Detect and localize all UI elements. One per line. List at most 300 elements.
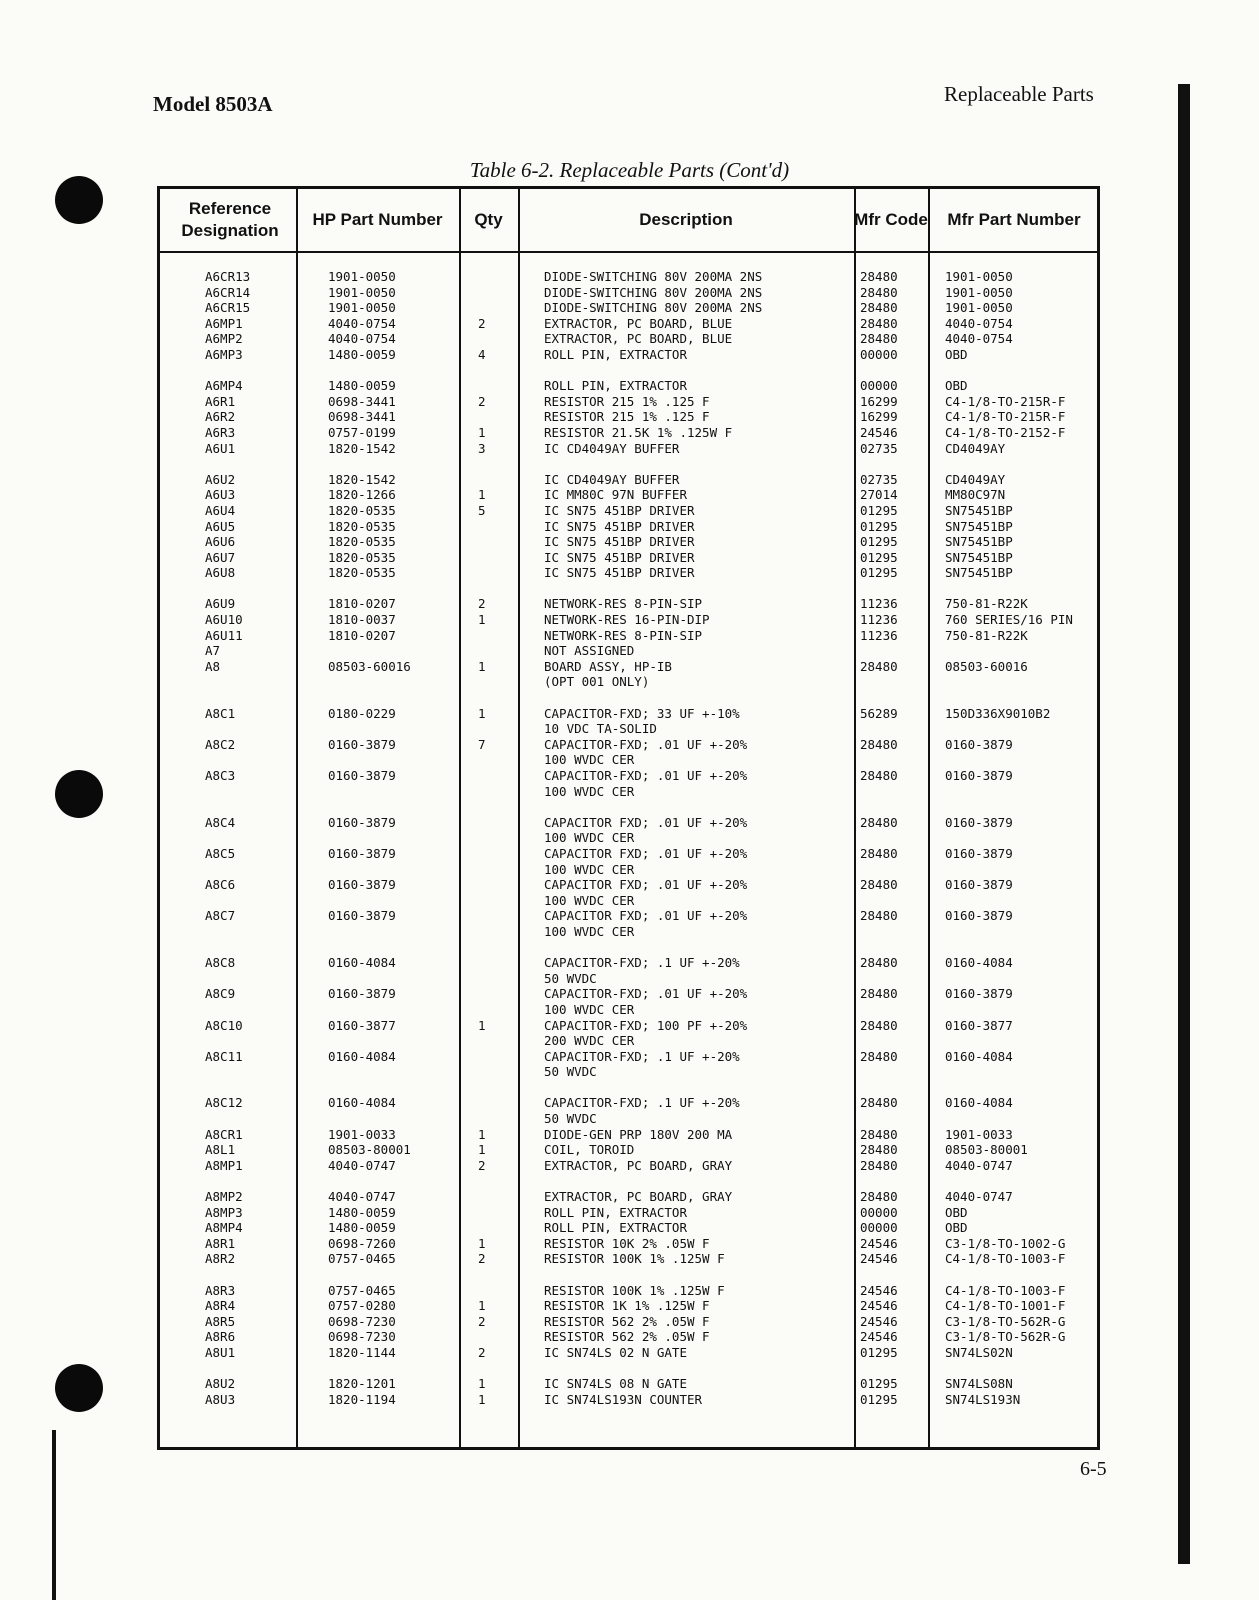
cell-reference: A8U1 <box>205 1344 236 1360</box>
cell-hp-part-number: 1820-1542 <box>328 440 396 456</box>
cell-reference: A8C1 <box>205 705 236 721</box>
table-row <box>160 768 1103 784</box>
table-row <box>160 784 1103 800</box>
cell-qty: 1 <box>478 1017 486 1033</box>
cell-description: 100 WVDC CER <box>544 783 635 799</box>
cell-hp-part-number: 0757-0280 <box>328 1298 396 1314</box>
row-spacer <box>160 456 1103 472</box>
row-spacer <box>160 1173 1103 1189</box>
cell-hp-part-number: 1820-0535 <box>328 518 396 534</box>
cell-mfr-part-number: C4-1/8-TO-1003-F <box>945 1251 1066 1267</box>
cell-qty: 1 <box>478 612 486 628</box>
cell-hp-part-number: 0160-4084 <box>328 1048 396 1064</box>
cell-description: CAPACITOR-FXD; 100 PF +-20% <box>544 1017 748 1033</box>
cell-description: IC SN75 451BP DRIVER <box>544 534 695 550</box>
cell-reference: A6U1 <box>205 440 236 456</box>
table-row <box>160 534 1103 550</box>
cell-hp-part-number: 1820-0535 <box>328 502 396 518</box>
table-row <box>160 643 1103 659</box>
cell-description: ROLL PIN, EXTRACTOR <box>544 346 687 362</box>
table-row <box>160 659 1103 675</box>
cell-description: BOARD ASSY, HP-IB <box>544 658 672 674</box>
cell-hp-part-number: 1820-1542 <box>328 471 396 487</box>
section-header: Replaceable Parts <box>944 82 1094 106</box>
cell-description: DIODE-SWITCHING 80V 200MA 2NS <box>544 300 763 316</box>
cell-mfr-part-number: 4040-0747 <box>945 1157 1013 1173</box>
cell-mfr-part-number: 0160-4084 <box>945 955 1013 971</box>
cell-description: 100 WVDC CER <box>544 752 635 768</box>
cell-description: CAPACITOR-FXD; .01 UF +-20% <box>544 986 748 1002</box>
cell-description: 100 WVDC CER <box>544 830 635 846</box>
cell-hp-part-number: 0160-3879 <box>328 736 396 752</box>
cell-reference: A6CR14 <box>205 284 251 300</box>
cell-hp-part-number: 0160-3877 <box>328 1017 396 1033</box>
cell-hp-part-number: 0698-3441 <box>328 393 396 409</box>
cell-hp-part-number: 1820-1266 <box>328 487 396 503</box>
cell-description: RESISTOR 1K 1% .125W F <box>544 1298 710 1314</box>
cell-qty: 1 <box>478 424 486 440</box>
cell-mfr-part-number: 0160-4084 <box>945 1048 1013 1064</box>
cell-description: RESISTOR 10K 2% .05W F <box>544 1235 710 1251</box>
cell-hp-part-number: 0160-4084 <box>328 955 396 971</box>
table-body <box>160 269 1103 1407</box>
cell-mfr-part-number: 08503-80001 <box>945 1142 1028 1158</box>
row-spacer <box>160 363 1103 379</box>
cell-mfr-part-number: SN75451BP <box>945 565 1013 581</box>
cell-qty: 1 <box>478 1126 486 1142</box>
row-spacer <box>160 1361 1103 1377</box>
cell-hp-part-number: 1901-0050 <box>328 300 396 316</box>
table-row <box>160 1345 1103 1361</box>
cell-reference: A6MP2 <box>205 331 243 347</box>
cell-reference: A6U5 <box>205 518 236 534</box>
cell-reference: A8MP4 <box>205 1220 243 1236</box>
table-row <box>160 1158 1103 1174</box>
cell-reference: A6U11 <box>205 627 243 643</box>
cell-mfr-part-number: C3-1/8-TO-562R-G <box>945 1313 1066 1329</box>
cell-reference: A8C6 <box>205 877 236 893</box>
cell-description: EXTRACTOR, PC BOARD, GRAY <box>544 1157 733 1173</box>
cell-hp-part-number: 0757-0465 <box>328 1251 396 1267</box>
cell-description: IC SN75 451BP DRIVER <box>544 549 695 565</box>
cell-description: IC SN75 451BP DRIVER <box>544 565 695 581</box>
cell-mfr-code: 24546 <box>860 1313 898 1329</box>
table-row <box>160 1283 1103 1299</box>
cell-description: (OPT 001 ONLY) <box>544 674 650 690</box>
cell-reference: A8C2 <box>205 736 236 752</box>
table-row <box>160 596 1103 612</box>
cell-mfr-code: 24546 <box>860 1329 898 1345</box>
cell-qty: 1 <box>478 1376 486 1392</box>
cell-description: CAPACITOR-FXD; .1 UF +-20% <box>544 1048 740 1064</box>
cell-description: 50 WVDC <box>544 1064 597 1080</box>
cell-hp-part-number: 1810-0207 <box>328 627 396 643</box>
cell-hp-part-number: 0757-0199 <box>328 424 396 440</box>
cell-mfr-code: 28480 <box>860 1095 898 1111</box>
cell-qty: 3 <box>478 440 486 456</box>
cell-mfr-code: 24546 <box>860 1298 898 1314</box>
cell-description: IC SN74LS 02 N GATE <box>544 1344 687 1360</box>
cell-mfr-code: 24546 <box>860 1251 898 1267</box>
cell-description: COIL, TOROID <box>544 1142 635 1158</box>
cell-qty: 2 <box>478 393 486 409</box>
cell-mfr-part-number: 4040-0754 <box>945 315 1013 331</box>
cell-reference: A8U2 <box>205 1376 236 1392</box>
cell-mfr-code: 11236 <box>860 612 898 628</box>
table-row <box>160 1205 1103 1221</box>
cell-reference: A8C11 <box>205 1048 243 1064</box>
cell-reference: A6U2 <box>205 471 236 487</box>
cell-description: IC CD4049AY BUFFER <box>544 440 680 456</box>
cell-reference: A6R2 <box>205 409 236 425</box>
cell-description: 50 WVDC <box>544 1111 597 1127</box>
cell-hp-part-number: 1480-0059 <box>328 1220 396 1236</box>
cell-mfr-code: 01295 <box>860 1376 898 1392</box>
cell-description: 100 WVDC CER <box>544 1001 635 1017</box>
cell-mfr-code: 00000 <box>860 1204 898 1220</box>
cell-qty: 2 <box>478 1313 486 1329</box>
cell-description: RESISTOR 100K 1% .125W F <box>544 1282 725 1298</box>
cell-description: IC SN74LS 08 N GATE <box>544 1376 687 1392</box>
cell-mfr-part-number: OBD <box>945 346 968 362</box>
cell-mfr-part-number: C4-1/8-TO-2152-F <box>945 424 1066 440</box>
cell-mfr-code: 01295 <box>860 534 898 550</box>
table-row <box>160 1033 1103 1049</box>
col-header-description: Description <box>639 210 733 229</box>
cell-description: IC MM80C 97N BUFFER <box>544 487 687 503</box>
table-row <box>160 269 1103 285</box>
cell-mfr-part-number: 0160-3879 <box>945 908 1013 924</box>
table-row <box>160 565 1103 581</box>
table-row <box>160 815 1103 831</box>
row-spacer <box>160 581 1103 597</box>
cell-mfr-code: 02735 <box>860 471 898 487</box>
table-row <box>160 1142 1103 1158</box>
table-row <box>160 846 1103 862</box>
cell-description: EXTRACTOR, PC BOARD, BLUE <box>544 331 733 347</box>
table-row <box>160 1376 1103 1392</box>
col-header-mfr-code: Mfr Code <box>854 210 928 229</box>
cell-reference: A8R2 <box>205 1251 236 1267</box>
table-row <box>160 862 1103 878</box>
cell-mfr-part-number: SN75451BP <box>945 534 1013 550</box>
cell-description: CAPACITOR-FXD; .1 UF +-20% <box>544 1095 740 1111</box>
cell-mfr-part-number: 0160-3879 <box>945 986 1013 1002</box>
cell-qty: 2 <box>478 596 486 612</box>
cell-mfr-code: 24546 <box>860 424 898 440</box>
cell-description: CAPACITOR FXD; .01 UF +-20% <box>544 845 748 861</box>
cell-qty: 2 <box>478 1157 486 1173</box>
cell-mfr-code: 00000 <box>860 1220 898 1236</box>
table-row <box>160 877 1103 893</box>
table-title: Table 6-2. Replaceable Parts (Cont'd) <box>469 158 790 182</box>
cell-reference: A6CR13 <box>205 269 251 284</box>
cell-mfr-code: 28480 <box>860 986 898 1002</box>
cell-description: EXTRACTOR, PC BOARD, GRAY <box>544 1189 733 1205</box>
cell-mfr-part-number: C4-1/8-TO-1003-F <box>945 1282 1066 1298</box>
cell-hp-part-number: 08503-80001 <box>328 1142 411 1158</box>
cell-mfr-part-number: 760 SERIES/16 PIN <box>945 612 1073 628</box>
cell-description: EXTRACTOR, PC BOARD, BLUE <box>544 315 733 331</box>
row-spacer <box>160 690 1103 706</box>
cell-description: ROLL PIN, EXTRACTOR <box>544 378 687 394</box>
cell-hp-part-number: 1480-0059 <box>328 378 396 394</box>
cell-mfr-code: 28480 <box>860 736 898 752</box>
cell-qty: 1 <box>478 705 486 721</box>
table-row <box>160 674 1103 690</box>
cell-hp-part-number: 0698-7230 <box>328 1329 396 1345</box>
cell-mfr-part-number: 1901-0050 <box>945 269 1013 284</box>
cell-reference: A6U6 <box>205 534 236 550</box>
cell-qty: 7 <box>478 736 486 752</box>
cell-reference: A8U3 <box>205 1391 236 1407</box>
cell-qty: 1 <box>478 1298 486 1314</box>
cell-mfr-code: 24546 <box>860 1235 898 1251</box>
cell-mfr-code: 00000 <box>860 378 898 394</box>
cell-mfr-code: 01295 <box>860 1391 898 1407</box>
cell-mfr-part-number: 750-81-R22K <box>945 596 1028 612</box>
parts-table <box>157 186 1100 1450</box>
cell-mfr-code: 11236 <box>860 627 898 643</box>
cell-hp-part-number: 1820-1201 <box>328 1376 396 1392</box>
cell-reference: A8C5 <box>205 845 236 861</box>
table-row <box>160 971 1103 987</box>
cell-mfr-part-number: 4040-0747 <box>945 1189 1013 1205</box>
table-row <box>160 1127 1103 1143</box>
cell-qty: 2 <box>478 315 486 331</box>
cell-hp-part-number: 1810-0207 <box>328 596 396 612</box>
cell-qty: 1 <box>478 1391 486 1407</box>
cell-mfr-part-number: 0160-3877 <box>945 1017 1013 1033</box>
cell-mfr-part-number: OBD <box>945 1204 968 1220</box>
table-row <box>160 955 1103 971</box>
cell-mfr-code: 28480 <box>860 1126 898 1142</box>
cell-description: CAPACITOR-FXD; .01 UF +-20% <box>544 768 748 783</box>
cell-mfr-code: 28480 <box>860 284 898 300</box>
cell-mfr-part-number: SN74LS193N <box>945 1391 1021 1407</box>
cell-mfr-part-number: 750-81-R22K <box>945 627 1028 643</box>
cell-mfr-part-number: 0160-3879 <box>945 845 1013 861</box>
cell-reference: A8MP1 <box>205 1157 243 1173</box>
cell-reference: A6U7 <box>205 549 236 565</box>
cell-description: DIODE-SWITCHING 80V 200MA 2NS <box>544 284 763 300</box>
cell-reference: A8C9 <box>205 986 236 1002</box>
cell-mfr-code: 28480 <box>860 1189 898 1205</box>
cell-qty: 2 <box>478 1344 486 1360</box>
cell-mfr-part-number: 0160-3879 <box>945 768 1013 783</box>
cell-description: RESISTOR 21.5K 1% .125W F <box>544 424 733 440</box>
cell-reference: A8L1 <box>205 1142 236 1158</box>
model-header: Model 8503A <box>153 92 273 116</box>
table-row <box>160 503 1103 519</box>
cell-reference: A6MP1 <box>205 315 243 331</box>
row-spacer <box>160 1267 1103 1283</box>
cell-mfr-part-number: 4040-0754 <box>945 331 1013 347</box>
cell-mfr-part-number: MM80C97N <box>945 487 1006 503</box>
cell-hp-part-number: 0757-0465 <box>328 1282 396 1298</box>
cell-reference: A8 <box>205 658 221 674</box>
cell-mfr-part-number: 150D336X9010B2 <box>945 705 1051 721</box>
table-row <box>160 378 1103 394</box>
cell-hp-part-number: 0160-4084 <box>328 1095 396 1111</box>
cell-qty: 2 <box>478 1251 486 1267</box>
cell-reference: A6U3 <box>205 487 236 503</box>
cell-mfr-code: 28480 <box>860 955 898 971</box>
cell-mfr-code: 28480 <box>860 315 898 331</box>
cell-qty: 1 <box>478 487 486 503</box>
col-header-hp-part-number: HP Part Number <box>312 210 443 229</box>
cell-mfr-code: 28480 <box>860 1142 898 1158</box>
page-number: 6-5 <box>1080 1458 1107 1480</box>
cell-mfr-code: 28480 <box>860 877 898 893</box>
cell-hp-part-number: 0160-3879 <box>328 877 396 893</box>
cell-mfr-code: 24546 <box>860 1282 898 1298</box>
cell-description: DIODE-GEN PRP 180V 200 MA <box>544 1126 733 1142</box>
table-row <box>160 1049 1103 1065</box>
table-row <box>160 1314 1103 1330</box>
table-row <box>160 1064 1103 1080</box>
cell-reference: A6U9 <box>205 596 236 612</box>
cell-description: ROLL PIN, EXTRACTOR <box>544 1204 687 1220</box>
cell-hp-part-number: 0160-3879 <box>328 768 396 783</box>
table-row <box>160 487 1103 503</box>
cell-reference: A6R3 <box>205 424 236 440</box>
table-row <box>160 1251 1103 1267</box>
cell-hp-part-number: 1480-0059 <box>328 346 396 362</box>
cell-hp-part-number: 0698-7260 <box>328 1235 396 1251</box>
table-row <box>160 409 1103 425</box>
cell-mfr-part-number: 0160-4084 <box>945 1095 1013 1111</box>
cell-hp-part-number: 08503-60016 <box>328 658 411 674</box>
cell-mfr-code: 01295 <box>860 549 898 565</box>
cell-description: 200 WVDC CER <box>544 1033 635 1049</box>
page-edge-bar <box>1178 84 1190 1564</box>
table-row <box>160 986 1103 1002</box>
cell-mfr-code: 28480 <box>860 1048 898 1064</box>
cell-hp-part-number: 0698-3441 <box>328 409 396 425</box>
cell-qty: 1 <box>478 1235 486 1251</box>
cell-reference: A8MP2 <box>205 1189 243 1205</box>
table-row <box>160 706 1103 722</box>
row-spacer <box>160 1080 1103 1096</box>
cell-hp-part-number: 0160-3879 <box>328 845 396 861</box>
cell-description: RESISTOR 562 2% .05W F <box>544 1313 710 1329</box>
cell-mfr-code: 00000 <box>860 346 898 362</box>
cell-reference: A7 <box>205 643 221 659</box>
table-row <box>160 924 1103 940</box>
binder-hole-top <box>55 176 103 224</box>
cell-mfr-code: 28480 <box>860 1157 898 1173</box>
cell-reference: A8R1 <box>205 1235 236 1251</box>
cell-description: NETWORK-RES 8-PIN-SIP <box>544 627 703 643</box>
cell-mfr-code: 56289 <box>860 705 898 721</box>
table-row <box>160 830 1103 846</box>
cell-reference: A6MP3 <box>205 346 243 362</box>
cell-hp-part-number: 1820-0535 <box>328 549 396 565</box>
cell-description: CAPACITOR FXD; .01 UF +-20% <box>544 908 748 924</box>
cell-description: RESISTOR 562 2% .05W F <box>544 1329 710 1345</box>
table-row <box>160 441 1103 457</box>
cell-mfr-code: 16299 <box>860 393 898 409</box>
cell-mfr-part-number: 08503-60016 <box>945 658 1028 674</box>
cell-mfr-code: 28480 <box>860 908 898 924</box>
cell-mfr-part-number: C4-1/8-TO-215R-F <box>945 393 1066 409</box>
table-row <box>160 1236 1103 1252</box>
cell-mfr-code: 28480 <box>860 658 898 674</box>
cell-mfr-part-number: C3-1/8-TO-562R-G <box>945 1329 1066 1345</box>
table-row <box>160 347 1103 363</box>
cell-description: RESISTOR 215 1% .125 F <box>544 393 710 409</box>
cell-reference: A6CR15 <box>205 300 251 316</box>
table-row <box>160 1392 1103 1408</box>
table-row <box>160 550 1103 566</box>
cell-description: IC SN75 451BP DRIVER <box>544 502 695 518</box>
cell-reference: A6MP4 <box>205 378 243 394</box>
table-row <box>160 752 1103 768</box>
cell-mfr-part-number: CD4049AY <box>945 440 1006 456</box>
cell-hp-part-number: 1901-0050 <box>328 284 396 300</box>
cell-hp-part-number: 4040-0747 <box>328 1189 396 1205</box>
cell-mfr-part-number: SN74LS08N <box>945 1376 1013 1392</box>
binder-hole-bottom <box>55 1364 103 1412</box>
table-row <box>160 394 1103 410</box>
cell-mfr-part-number: 0160-3879 <box>945 736 1013 752</box>
table-row <box>160 737 1103 753</box>
cell-qty: 5 <box>478 502 486 518</box>
cell-reference: A8CR1 <box>205 1126 243 1142</box>
cell-mfr-code: 28480 <box>860 814 898 830</box>
row-spacer <box>160 799 1103 815</box>
cell-hp-part-number: 0698-7230 <box>328 1313 396 1329</box>
cell-mfr-part-number: SN75451BP <box>945 502 1013 518</box>
cell-mfr-part-number: SN74LS02N <box>945 1344 1013 1360</box>
cell-hp-part-number: 1810-0037 <box>328 612 396 628</box>
table-row <box>160 331 1103 347</box>
cell-mfr-code: 27014 <box>860 487 898 503</box>
cell-description: RESISTOR 215 1% .125 F <box>544 409 710 425</box>
cell-hp-part-number: 1901-0050 <box>328 269 396 284</box>
table-row <box>160 612 1103 628</box>
cell-reference: A8R6 <box>205 1329 236 1345</box>
cell-reference: A8C7 <box>205 908 236 924</box>
table-row <box>160 1298 1103 1314</box>
cell-description: 100 WVDC CER <box>544 892 635 908</box>
table-row <box>160 908 1103 924</box>
cell-mfr-part-number: C4-1/8-TO-1001-F <box>945 1298 1066 1314</box>
cell-description: ROLL PIN, EXTRACTOR <box>544 1220 687 1236</box>
cell-description: IC SN75 451BP DRIVER <box>544 518 695 534</box>
cell-mfr-code: 02735 <box>860 440 898 456</box>
table-row <box>160 300 1103 316</box>
cell-description: NOT ASSIGNED <box>544 643 635 659</box>
col-header-mfr-part-number: Mfr Part Number <box>947 210 1081 229</box>
table-row <box>160 1095 1103 1111</box>
cell-hp-part-number: 0160-3879 <box>328 986 396 1002</box>
cell-qty: 1 <box>478 658 486 674</box>
row-spacer <box>160 940 1103 956</box>
table-row <box>160 519 1103 535</box>
cell-description: IC CD4049AY BUFFER <box>544 471 680 487</box>
table-row <box>160 1189 1103 1205</box>
cell-mfr-part-number: 1901-0050 <box>945 300 1013 316</box>
table-row <box>160 1018 1103 1034</box>
cell-reference: A8C4 <box>205 814 236 830</box>
cell-description: NETWORK-RES 8-PIN-SIP <box>544 596 703 612</box>
cell-hp-part-number: 4040-0747 <box>328 1157 396 1173</box>
cell-hp-part-number: 0180-0229 <box>328 705 396 721</box>
table-row <box>160 425 1103 441</box>
cell-mfr-code: 01295 <box>860 518 898 534</box>
